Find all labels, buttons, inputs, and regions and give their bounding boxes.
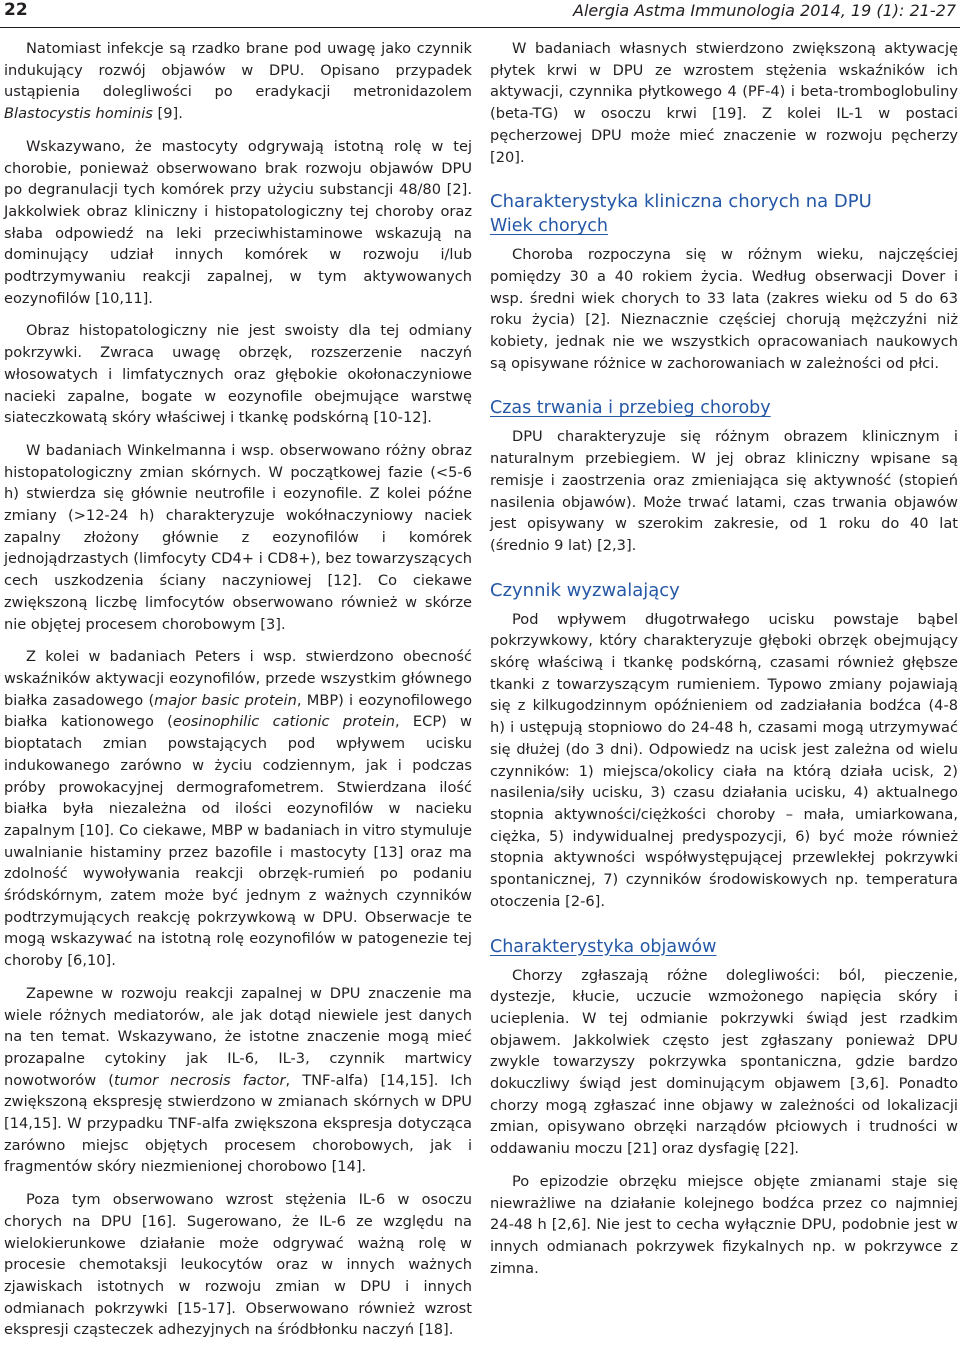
paragraph: Po epizodzie obrzęku miejsce objęte zmianami staje się niewrażliwe na działanie kolejnego bodźca przez co najmniej 24-48 h [2,6]. Nie jest to cecha wyłącznie DPU, podobnie jest w innych odmianach pokrzywek fizykalnych np. w pokrzywce z zimna. — [490, 1172, 958, 1277]
paragraph: Choroba rozpoczyna się w różnym wieku, najczęściej pomiędzy 30 a 40 rokiem życia. Według obserwacji Dover i wsp. średni wiek chorych to 33 lata (zakres wieku od 5 do 63 roku życia) [2]. Nieznacznie częściej chorują mężczyźni niż kobiety, jednak nie we wszystkich opracowaniach naukowych są opisywane różnice w zachorowaniach w zależności od płci. — [490, 246, 958, 372]
paragraph: Z kolei w badaniach Peters i wsp. stwierdzono obecność wskaźników aktywacji eozynofilów, przede wszystkim głównego białka zasadowego (major basic protein, MBP) i eozynofilowego białka kationowego (eosinophilic cationic protein, ECP) w bioptatach zmian powstających pod wpływem ucisku indukowanego zarówno w życiu codziennym, jak i podczas próby prowokacyjnej dermografometrem. Stwierdzana ilość białka była niezależna od ilości eozynofilów w nacieku zapalnym [10]. Co ciekawe, MBP w badaniach in vitro stymuluje uwalnianie histaminy przez bazofile i mastocyty [13] oraz ma zdolność wywoływania reakcji obrzęk-rumień po podaniu śródskórnym, zatem może być jednym z ważnych czynników podtrzymujących reakcję pokrzywkową w DPU. Obserwacje te mogą wskazywać na istotną rolę eozynofilów w patogenezie tej choroby [6,10]. — [4, 648, 473, 970]
paragraph: Poza tym obserwowano wzrost stężenia IL-6 w osoczu chorych na DPU [16]. Sugerowano, że IL-6 ze względu na wielokierunkowe działanie może odgrywać ważną rolę w procesie chemotaksji leukocytów oraz w innych ważnych zjawiskach istotnych w rozwoju zmian w DPU i innych odmianach pokrzywki [15-17]. Obserwowano również wzrost ekspresji cząsteczek adhezyjnych na śródbłonku naczyń [18]. — [4, 1191, 472, 1339]
paragraph: W badaniach Winkelmanna i wsp. obserwowano różny obraz histopatologiczny zmian skórnych. W początkowej fazie (<5-6 h) stwierdza się głównie neutrofile i eozynofile. Z kolei późne zmiany (>12-24 h) charakteryzuje wokółnaczyniowy naciek zapalny złożony głównie z eozynofilów i komórek jednojądrzastych (limfocyty CD4+ i CD8+), bez towarzyszących cech uszkodzenia ściany naczyniowej [12]. Co ciekawe zwiększoną liczbę limfocytów obserwowano również w skórze nie objętej procesem chorobowym [3]. — [4, 441, 472, 633]
right-column — [490, 38, 958, 1290]
section-title-clinical: Charakterystyka kliniczna chorych na DPU — [490, 191, 872, 213]
left-column — [4, 38, 472, 1352]
paragraph: Pod wpływem długotrwałego ucisku powstaje bąbel pokrzywkowy, który charakteryzuje głęboki obrzęk obejmujący skórę właściwą i tkankę podskórną, czasami również głębsze tkanki z towarzyszącym rumieniem. Typowo zmiany pojawiają się z kilkugodzinnym opóźnieniem od zadziałania bodźca (4-8 h) i ustępują stopniowo do 24-48 h, czasami mogą utrzymywać się dłużej (do 3 dni). Odpowiedz na ucisk jest zależna od wielu czynników: 1) miejsca/okolicy ciała na którą działa ucisk, 2) nasilenia/siły ucisku, 3) czasu działania ucisku, 4) aktualnego stopnia aktywności/ciężkości choroby – mała, umiarkowana, ciężka, 5) indywidualnej predyspozycji, 6) być może również stopnia aktywności współwystępującej przewlekłej pokrzywki spontanicznej, 7) czynników środowiskowych np. temperatura otoczenia [2-6]. — [490, 610, 958, 910]
page-number: 22 — [4, 0, 28, 20]
subsection-title-age: Wiek chorych — [490, 216, 608, 237]
paragraph: DPU charakteryzuje się różnym obrazem klinicznym i naturalnym przebiegiem. W jej obraz kliniczny wpisane są remisje i zaostrzenia oraz zmieniająca się aktywność (stopień nasilenia objawów). Może trwać latami, czas trwania objawów jest opisywany w szerokim zakresie, od 1 roku do 40 lat (średnio 9 lat) [2,3]. — [490, 428, 958, 554]
paragraph: Obraz histopatologiczny nie jest swoisty dla tej odmiany pokrzywki. Zwraca uwagę obrzęk, rozszerzenie naczyń włosowatych i limfatycznych oraz głębokie okołonaczyniowe nacieki zapalne, bogate w eozynofile obejmujące warstwę siateczkowatą skóry właściwej i tkankę podskórną [10-12]. — [4, 322, 472, 427]
journal-reference: Alergia Astma Immunologia 2014, 19 (1): 21-27 — [573, 1, 956, 20]
subsection-title-duration: Czas trwania i przebieg choroby — [490, 398, 771, 419]
species-name: Blastocystis hominis — [4, 105, 153, 123]
paragraph: Natomiast infekcje są rzadko brane pod uwagę jako czynnik indukujący rozwój objawów w DPU. Opisano przypadek ustąpienia dolegliwości po eradykacji metronidazolem Blastocystis hominis [9]. — [4, 40, 472, 123]
section-title-trigger: Czynnik wyzwalający — [490, 579, 680, 601]
page-header — [0, 0, 960, 26]
paragraph: W badaniach własnych stwierdzono zwiększoną aktywację płytek krwi w DPU ze wzrostem stężenia wskaźników ich aktywacji, czynnika płytkowego 4 (PF-4) i beta-tromboglobuliny (beta-TG) w osoczu krwi [19]. Z kolei IL-1 w postaci pęcherzowej DPU może mieć znaczenie w rozwoju pęcherzy [20]. — [490, 40, 958, 166]
subsection-title-symptoms: Charakterystyka objawów — [490, 936, 717, 957]
header-rule — [0, 27, 960, 28]
paragraph: Zapewne w rozwoju reakcji zapalnej w DPU znaczenie ma wiele różnych mediatorów, ale jak dotąd niewiele jest danych na ten temat. Wskazywano, że istotne znaczenie mogą mieć prozapalne cytokiny jak IL-6, IL-3, czynnik martwicy nowotworów (tumor necrosis factor, TNF-alfa) [14,15]. Ich zwiększoną ekspresję stwierdzono w zmianach skórnych w DPU [14,15]. W przypadku TNF-alfa zwiększona ekspresja dotycząca zarówno miejsc objętych procesem chorobowych, jak i fragmentów skóry niezmienionej chorobowo [14]. — [4, 984, 473, 1176]
paragraph: Chorzy zgłaszają różne dolegliwości: ból, pieczenie, dystezje, kłucie, uczucie wzmożonego napięcia skóry i ucieplenia. W tej odmianie pokrzywki świąd jest rzadkim objawem. Jakkolwiek często jest zgłaszany ponieważ DPU zwykle towarzyszy pokrzywka spontaniczna, gdzie bardzo dokuczliwy świąd jest dominującym objawem [3,6]. Ponadto chorzy mogą zgłaszać inne objawy w zależności od lokalizacji zmian, opisywano obrzęki narządów płciowych i trudności w oddawaniu moczu [21] oraz dysfagię [22]. — [490, 966, 958, 1158]
paragraph: Wskazywano, że mastocyty odgrywają istotną rolę w tej chorobie, ponieważ obserwowano brak rozwoju objawów DPU po degranulacji tych komórek przy użyciu substancji 48/80 [2]. Jakkolwiek obraz kliniczny i histopatologiczny tej choroby oraz słaba odpowiedź na leki przeciwhistaminowe wskazują na dominujący udział innych komórek w rozwoju i/lub podtrzymywaniu reakcji zapalnej, w tym aktywowanych eozynofilów [10,11]. — [4, 137, 472, 307]
